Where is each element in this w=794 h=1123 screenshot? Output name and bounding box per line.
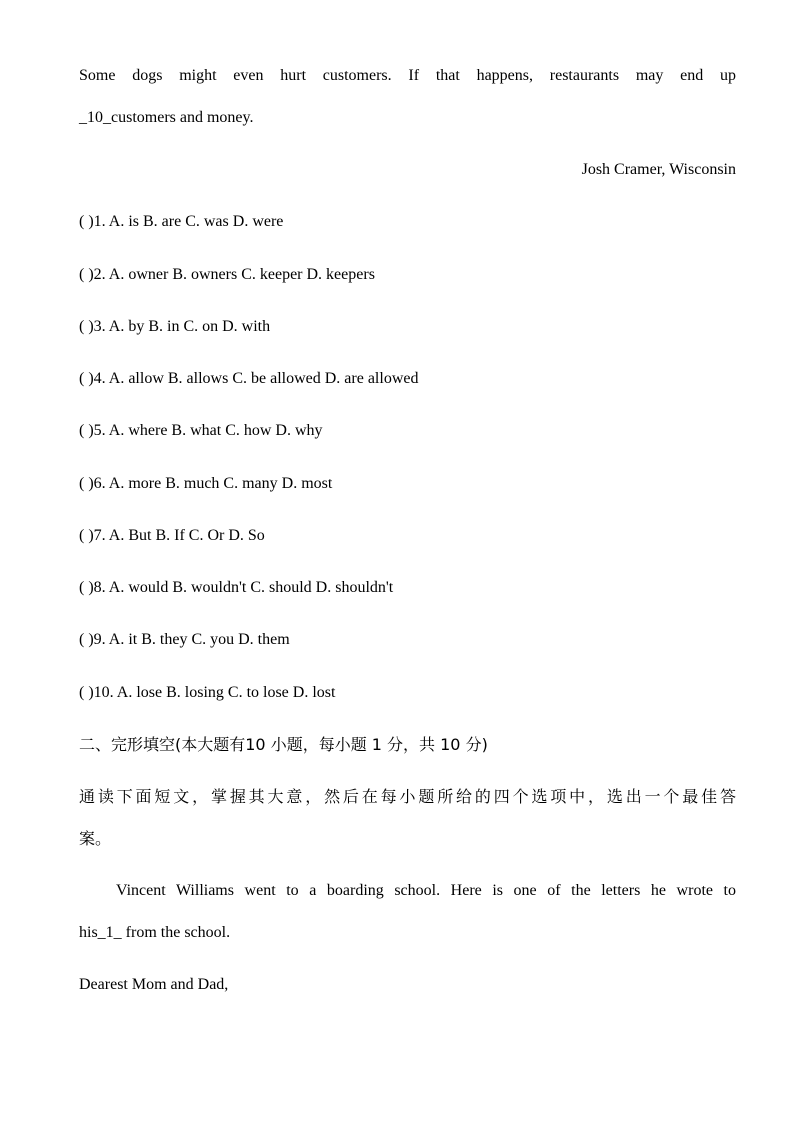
- letter-salutation: Dearest Mom and Dad,: [79, 976, 229, 993]
- section-instruction: 通读下面短文，掌握其大意，然后在每小题所给的四个选项中，选出一个最佳答: [79, 787, 736, 806]
- question-item: ( )8. A. would B. wouldn't C. should D. shouldn't: [79, 579, 394, 596]
- letter-intro-text: Vincent Williams went to a boarding school. Here is one of the letters he wrote to: [116, 882, 736, 899]
- question-item: ( )10. A. lose B. losing C. to lose D. lost: [79, 684, 336, 701]
- passage-text-line: _10_customers and money.: [79, 109, 254, 126]
- question-item: ( )9. A. it B. they C. you D. them: [79, 631, 290, 648]
- letter-signature: Josh Cramer, Wisconsin: [581, 161, 736, 178]
- question-item: ( )1. A. is B. are C. was D. were: [79, 213, 284, 230]
- question-item: ( )6. A. more B. much C. many D. most: [79, 475, 333, 492]
- section-heading: 二、完形填空(本大题有10 小题，每小题 1 分，共 10 分): [79, 735, 488, 754]
- question-item: ( )7. A. But B. If C. Or D. So: [79, 527, 265, 544]
- question-item: ( )5. A. where B. what C. how D. why: [79, 422, 323, 439]
- passage-text-line: Some dogs might even hurt customers. If that happens, restaurants may end up: [79, 67, 736, 84]
- question-item: ( )2. A. owner B. owners C. keeper D. keepers: [79, 266, 375, 283]
- section-instruction: 案。: [79, 829, 112, 848]
- question-item: ( )3. A. by B. in C. on D. with: [79, 318, 271, 335]
- question-item: ( )4. A. allow B. allows C. be allowed D. are allowed: [79, 370, 419, 387]
- letter-intro-text: his_1_ from the school.: [79, 924, 231, 941]
